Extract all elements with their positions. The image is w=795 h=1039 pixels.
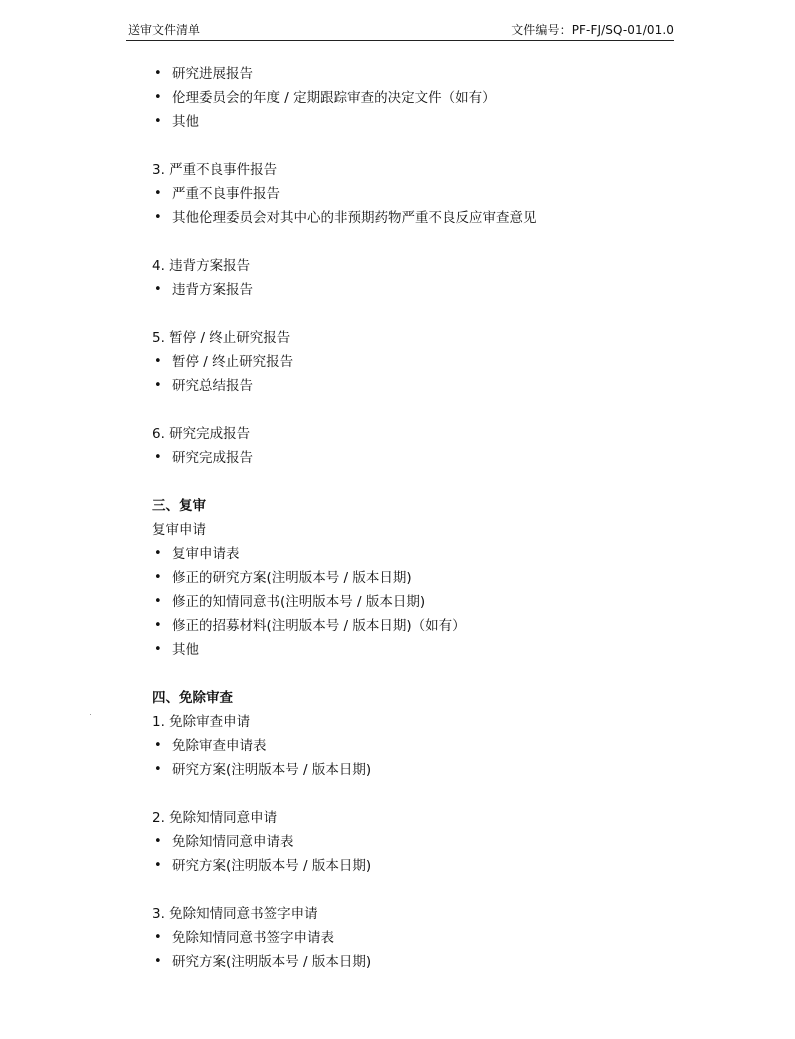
bullet-icon: • [154,378,162,393]
bullet-icon: • [154,90,162,105]
section-title: 3. 免除知情同意书签字申请 [152,906,318,922]
section-title: 3. 严重不良事件报告 [152,162,278,178]
bullet-icon: • [154,930,162,945]
header-doc-number: 文件编号：PF-FJ/SQ-01/01.0 [511,23,674,37]
bullet-icon: • [154,834,162,849]
list-item: • 研究进展报告 [152,62,712,86]
list-item: • 违背方案报告 [152,278,712,302]
list-item: • 修正的知情同意书(注明版本号 / 版本日期) [152,590,712,614]
list-item: • 免除知情同意申请表 [152,830,712,854]
list-item: • 修正的招募材料(注明版本号 / 版本日期)（如有） [152,614,712,638]
list-item: • 修正的研究方案(注明版本号 / 版本日期) [152,566,712,590]
bullet-icon: • [154,186,162,201]
document-body [152,62,712,974]
list-item: • 其他伦理委员会对其中心的非预期药物严重不良反应审查意见 [152,206,712,230]
list-item: • 伦理委员会的年度 / 定期跟踪审查的决定文件（如有） [152,86,712,110]
chapter-heading: 四、免除审查 [152,690,233,706]
subheading: 复审申请 [152,522,206,538]
list-item: • 研究完成报告 [152,446,712,470]
list-item: • 复审申请表 [152,542,712,566]
list-item: • 研究方案(注明版本号 / 版本日期) [152,950,712,974]
bullet-icon: • [154,114,162,129]
bullet-icon: • [154,954,162,969]
list-item: • 其他 [152,638,712,662]
page-header [126,20,674,41]
list-item: • 其他 [152,110,712,134]
bullet-icon: • [154,66,162,81]
bullet-icon: • [154,354,162,369]
list-item: • 严重不良事件报告 [152,182,712,206]
bullet-icon: • [154,210,162,225]
section-title: 4. 违背方案报告 [152,258,251,274]
bullet-icon: • [154,642,162,657]
bullet-icon: • [154,546,162,561]
header-title: 送审文件清单 [128,23,201,37]
section-title: 6. 研究完成报告 [152,426,251,442]
list-item: • 免除审查申请表 [152,734,712,758]
bullet-icon: • [154,450,162,465]
section-title: 5. 暂停 / 终止研究报告 [152,330,291,346]
list-item: • 免除知情同意书签字申请表 [152,926,712,950]
bullet-icon: • [154,570,162,585]
bullet-icon: • [154,618,162,633]
bullet-icon: • [154,594,162,609]
section-title: 2. 免除知情同意申请 [152,810,278,826]
scan-speck [90,714,91,715]
bullet-icon: • [154,762,162,777]
bullet-icon: • [154,858,162,873]
list-item: • 研究总结报告 [152,374,712,398]
list-item: • 研究方案(注明版本号 / 版本日期) [152,854,712,878]
section-title: 1. 免除审查申请 [152,714,251,730]
chapter-heading: 三、复审 [152,498,206,514]
list-item: • 暂停 / 终止研究报告 [152,350,712,374]
bullet-icon: • [154,282,162,297]
list-item: • 研究方案(注明版本号 / 版本日期) [152,758,712,782]
bullet-icon: • [154,738,162,753]
